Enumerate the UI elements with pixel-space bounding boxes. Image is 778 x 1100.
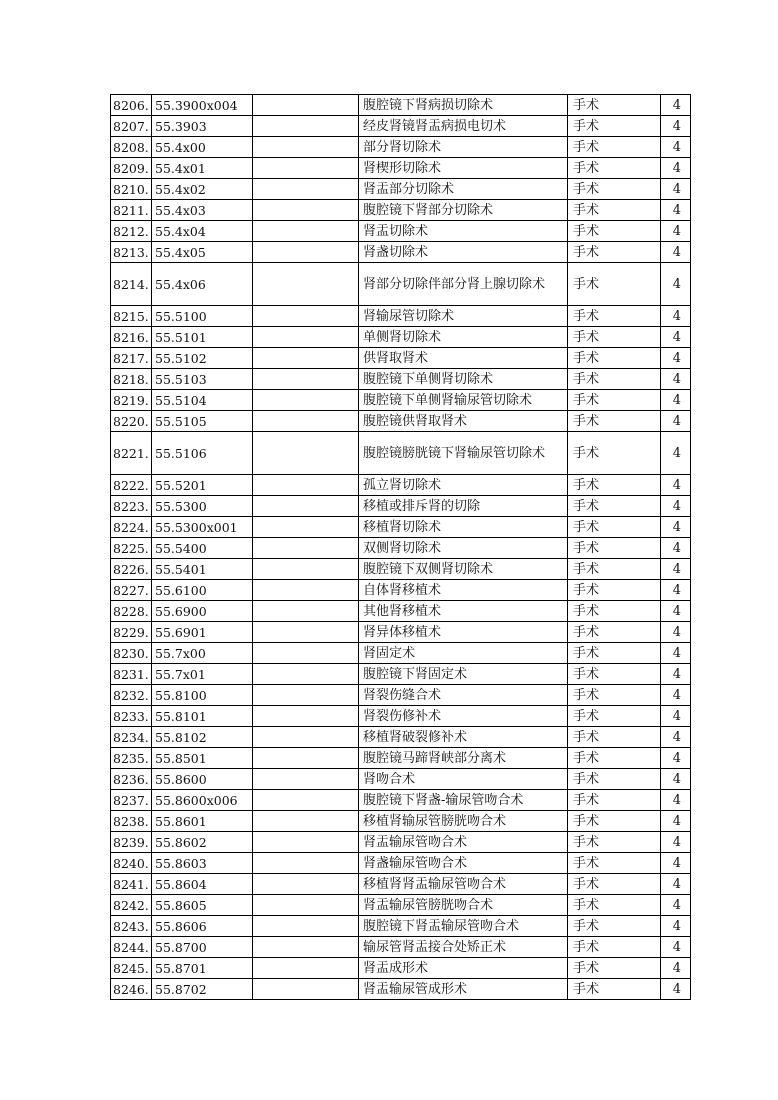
procedure-name-cell: 移植或排斥肾的切除 (359, 496, 568, 517)
procedure-type-cell: 手术 (568, 622, 661, 643)
procedure-name-cell: 肾盂输尿管吻合术 (359, 832, 568, 853)
procedure-name-cell: 肾盏切除术 (359, 242, 568, 263)
procedure-name-cell: 双侧肾切除术 (359, 538, 568, 559)
procedure-name-cell: 腹腔镜下肾盂输尿管吻合术 (359, 916, 568, 937)
table-row (111, 958, 691, 979)
table-row (111, 979, 691, 1000)
extra-code-cell (253, 958, 359, 979)
procedure-level-cell: 4 (661, 727, 691, 748)
procedure-table (110, 94, 691, 1000)
row-index-cell: 8227. (111, 580, 152, 601)
table-row (111, 390, 691, 411)
row-index-cell: 8243. (111, 916, 152, 937)
procedure-level-cell: 4 (661, 664, 691, 685)
extra-code-cell (253, 369, 359, 390)
procedure-level-cell: 4 (661, 242, 691, 263)
table-body (111, 95, 691, 1000)
extra-code-cell (253, 475, 359, 496)
table-row (111, 158, 691, 179)
extra-code-cell (253, 517, 359, 538)
procedure-level-cell: 4 (661, 979, 691, 1000)
procedure-name-cell: 其他肾移植术 (359, 601, 568, 622)
extra-code-cell (253, 643, 359, 664)
procedure-code-cell: 55.8606 (152, 916, 253, 937)
procedure-level-cell: 4 (661, 958, 691, 979)
procedure-code-cell: 55.3903 (152, 116, 253, 137)
procedure-type-cell: 手术 (568, 179, 661, 200)
procedure-name-cell: 肾盂切除术 (359, 221, 568, 242)
procedure-name-cell: 腹腔镜下肾盏-输尿管吻合术 (359, 790, 568, 811)
row-index-cell: 8206. (111, 95, 152, 116)
table-row (111, 475, 691, 496)
row-index-cell: 8212. (111, 221, 152, 242)
row-index-cell: 8237. (111, 790, 152, 811)
procedure-type-cell: 手术 (568, 475, 661, 496)
row-index-cell: 8215. (111, 306, 152, 327)
procedure-level-cell: 4 (661, 475, 691, 496)
procedure-code-cell: 55.6900 (152, 601, 253, 622)
procedure-name-cell: 腹腔镜下肾固定术 (359, 664, 568, 685)
procedure-code-cell: 55.8601 (152, 811, 253, 832)
procedure-level-cell: 4 (661, 706, 691, 727)
procedure-code-cell: 55.5102 (152, 348, 253, 369)
row-index-cell: 8213. (111, 242, 152, 263)
extra-code-cell (253, 853, 359, 874)
row-index-cell: 8216. (111, 327, 152, 348)
procedure-name-cell: 肾盂成形术 (359, 958, 568, 979)
procedure-code-cell: 55.8600 (152, 769, 253, 790)
procedure-name-cell: 单侧肾切除术 (359, 327, 568, 348)
table-row (111, 706, 691, 727)
procedure-type-cell: 手术 (568, 517, 661, 538)
procedure-level-cell: 4 (661, 580, 691, 601)
procedure-level-cell: 4 (661, 411, 691, 432)
procedure-level-cell: 4 (661, 221, 691, 242)
extra-code-cell (253, 327, 359, 348)
procedure-level-cell: 4 (661, 179, 691, 200)
extra-code-cell (253, 895, 359, 916)
procedure-code-cell: 55.6901 (152, 622, 253, 643)
table-row (111, 748, 691, 769)
extra-code-cell (253, 496, 359, 517)
row-index-cell: 8223. (111, 496, 152, 517)
procedure-level-cell: 4 (661, 116, 691, 137)
table-row (111, 811, 691, 832)
extra-code-cell (253, 706, 359, 727)
table-row (111, 137, 691, 158)
procedure-level-cell: 4 (661, 200, 691, 221)
table-row (111, 916, 691, 937)
procedure-code-cell: 55.5400 (152, 538, 253, 559)
procedure-level-cell: 4 (661, 559, 691, 580)
procedure-type-cell: 手术 (568, 601, 661, 622)
procedure-type-cell: 手术 (568, 242, 661, 263)
procedure-level-cell: 4 (661, 622, 691, 643)
row-index-cell: 8214. (111, 263, 152, 306)
procedure-code-cell: 55.5106 (152, 432, 253, 475)
procedure-name-cell: 腹腔镜下肾病损切除术 (359, 95, 568, 116)
procedure-name-cell: 移植肾肾盂输尿管吻合术 (359, 874, 568, 895)
row-index-cell: 8245. (111, 958, 152, 979)
procedure-type-cell: 手术 (568, 643, 661, 664)
table-row (111, 643, 691, 664)
procedure-name-cell: 移植肾切除术 (359, 517, 568, 538)
extra-code-cell (253, 979, 359, 1000)
procedure-name-cell: 肾盏输尿管吻合术 (359, 853, 568, 874)
procedure-type-cell: 手术 (568, 200, 661, 221)
procedure-type-cell: 手术 (568, 95, 661, 116)
extra-code-cell (253, 221, 359, 242)
table-row (111, 432, 691, 475)
row-index-cell: 8241. (111, 874, 152, 895)
table-row (111, 306, 691, 327)
procedure-code-cell: 55.5300x001 (152, 517, 253, 538)
procedure-code-cell: 55.5201 (152, 475, 253, 496)
procedure-type-cell: 手术 (568, 137, 661, 158)
procedure-name-cell: 肾盂部分切除术 (359, 179, 568, 200)
row-index-cell: 8208. (111, 137, 152, 158)
procedure-type-cell: 手术 (568, 811, 661, 832)
procedure-level-cell: 4 (661, 137, 691, 158)
procedure-type-cell: 手术 (568, 580, 661, 601)
procedure-code-cell: 55.5105 (152, 411, 253, 432)
procedure-level-cell: 4 (661, 158, 691, 179)
extra-code-cell (253, 390, 359, 411)
procedure-type-cell: 手术 (568, 411, 661, 432)
extra-code-cell (253, 664, 359, 685)
procedure-code-cell: 55.4x02 (152, 179, 253, 200)
procedure-name-cell: 肾吻合术 (359, 769, 568, 790)
procedure-type-cell: 手术 (568, 769, 661, 790)
procedure-code-cell: 55.4x04 (152, 221, 253, 242)
extra-code-cell (253, 769, 359, 790)
procedure-level-cell: 4 (661, 390, 691, 411)
procedure-name-cell: 经皮肾镜肾盂病损电切术 (359, 116, 568, 137)
extra-code-cell (253, 832, 359, 853)
procedure-level-cell: 4 (661, 432, 691, 475)
table-row (111, 200, 691, 221)
procedure-code-cell: 55.6100 (152, 580, 253, 601)
procedure-type-cell: 手术 (568, 158, 661, 179)
procedure-type-cell: 手术 (568, 937, 661, 958)
procedure-type-cell: 手术 (568, 496, 661, 517)
extra-code-cell (253, 580, 359, 601)
procedure-level-cell: 4 (661, 601, 691, 622)
table-row (111, 559, 691, 580)
procedure-code-cell: 55.8100 (152, 685, 253, 706)
procedure-level-cell: 4 (661, 874, 691, 895)
table-row (111, 348, 691, 369)
extra-code-cell (253, 348, 359, 369)
extra-code-cell (253, 601, 359, 622)
procedure-type-cell: 手术 (568, 432, 661, 475)
procedure-name-cell: 肾部分切除伴部分肾上腺切除术 (359, 263, 568, 306)
procedure-code-cell: 55.5300 (152, 496, 253, 517)
table-row (111, 601, 691, 622)
extra-code-cell (253, 685, 359, 706)
procedure-name-cell: 肾异体移植术 (359, 622, 568, 643)
row-index-cell: 8225. (111, 538, 152, 559)
procedure-type-cell: 手术 (568, 727, 661, 748)
table-row (111, 517, 691, 538)
procedure-name-cell: 腹腔镜膀胱镜下肾输尿管切除术 (359, 432, 568, 475)
table-row (111, 622, 691, 643)
procedure-type-cell: 手术 (568, 221, 661, 242)
table-row (111, 538, 691, 559)
table-row (111, 221, 691, 242)
row-index-cell: 8220. (111, 411, 152, 432)
row-index-cell: 8217. (111, 348, 152, 369)
row-index-cell: 8211. (111, 200, 152, 221)
procedure-name-cell: 肾裂伤修补术 (359, 706, 568, 727)
table-row (111, 853, 691, 874)
table-row (111, 769, 691, 790)
table-row (111, 895, 691, 916)
procedure-code-cell: 55.4x01 (152, 158, 253, 179)
procedure-code-cell: 55.5104 (152, 390, 253, 411)
table-row (111, 327, 691, 348)
extra-code-cell (253, 790, 359, 811)
procedure-code-cell: 55.3900x004 (152, 95, 253, 116)
procedure-level-cell: 4 (661, 895, 691, 916)
procedure-name-cell: 腹腔镜供肾取肾术 (359, 411, 568, 432)
row-index-cell: 8233. (111, 706, 152, 727)
procedure-level-cell: 4 (661, 853, 691, 874)
row-index-cell: 8224. (111, 517, 152, 538)
table-row (111, 496, 691, 517)
procedure-level-cell: 4 (661, 811, 691, 832)
procedure-level-cell: 4 (661, 306, 691, 327)
procedure-code-cell: 55.5101 (152, 327, 253, 348)
procedure-level-cell: 4 (661, 916, 691, 937)
procedure-level-cell: 4 (661, 769, 691, 790)
procedure-level-cell: 4 (661, 643, 691, 664)
row-index-cell: 8242. (111, 895, 152, 916)
procedure-type-cell: 手术 (568, 327, 661, 348)
row-index-cell: 8235. (111, 748, 152, 769)
procedure-code-cell: 55.5401 (152, 559, 253, 580)
procedure-level-cell: 4 (661, 832, 691, 853)
table-row (111, 411, 691, 432)
procedure-name-cell: 供肾取肾术 (359, 348, 568, 369)
procedure-type-cell: 手术 (568, 685, 661, 706)
extra-code-cell (253, 874, 359, 895)
table-row (111, 369, 691, 390)
procedure-name-cell: 肾输尿管切除术 (359, 306, 568, 327)
row-index-cell: 8229. (111, 622, 152, 643)
procedure-code-cell: 55.7x01 (152, 664, 253, 685)
extra-code-cell (253, 559, 359, 580)
procedure-code-cell: 55.7x00 (152, 643, 253, 664)
row-index-cell: 8232. (111, 685, 152, 706)
extra-code-cell (253, 622, 359, 643)
procedure-level-cell: 4 (661, 369, 691, 390)
procedure-type-cell: 手术 (568, 390, 661, 411)
procedure-name-cell: 腹腔镜下单侧肾切除术 (359, 369, 568, 390)
procedure-code-cell: 55.8605 (152, 895, 253, 916)
procedure-level-cell: 4 (661, 748, 691, 769)
row-index-cell: 8228. (111, 601, 152, 622)
procedure-name-cell: 肾裂伤缝合术 (359, 685, 568, 706)
extra-code-cell (253, 116, 359, 137)
procedure-level-cell: 4 (661, 538, 691, 559)
table-row (111, 116, 691, 137)
procedure-code-cell: 55.4x05 (152, 242, 253, 263)
procedure-name-cell: 肾盂输尿管成形术 (359, 979, 568, 1000)
procedure-code-cell: 55.4x00 (152, 137, 253, 158)
row-index-cell: 8240. (111, 853, 152, 874)
extra-code-cell (253, 263, 359, 306)
procedure-code-cell: 55.5103 (152, 369, 253, 390)
table-row (111, 179, 691, 200)
procedure-code-cell: 55.5100 (152, 306, 253, 327)
procedure-level-cell: 4 (661, 937, 691, 958)
procedure-type-cell: 手术 (568, 706, 661, 727)
procedure-code-cell: 55.8700 (152, 937, 253, 958)
table-row (111, 832, 691, 853)
procedure-level-cell: 4 (661, 327, 691, 348)
procedure-type-cell: 手术 (568, 832, 661, 853)
procedure-level-cell: 4 (661, 348, 691, 369)
procedure-level-cell: 4 (661, 95, 691, 116)
procedure-code-cell: 55.8604 (152, 874, 253, 895)
procedure-type-cell: 手术 (568, 116, 661, 137)
row-index-cell: 8218. (111, 369, 152, 390)
procedure-code-cell: 55.8603 (152, 853, 253, 874)
extra-code-cell (253, 411, 359, 432)
row-index-cell: 8234. (111, 727, 152, 748)
table-row (111, 263, 691, 306)
table-row (111, 874, 691, 895)
row-index-cell: 8236. (111, 769, 152, 790)
procedure-name-cell: 部分肾切除术 (359, 137, 568, 158)
procedure-level-cell: 4 (661, 790, 691, 811)
procedure-type-cell: 手术 (568, 263, 661, 306)
procedure-name-cell: 腹腔镜马蹄肾峡部分离术 (359, 748, 568, 769)
procedure-name-cell: 移植肾破裂修补术 (359, 727, 568, 748)
table-row (111, 790, 691, 811)
row-index-cell: 8238. (111, 811, 152, 832)
procedure-code-cell: 55.4x03 (152, 200, 253, 221)
extra-code-cell (253, 242, 359, 263)
row-index-cell: 8207. (111, 116, 152, 137)
extra-code-cell (253, 937, 359, 958)
row-index-cell: 8231. (111, 664, 152, 685)
procedure-type-cell: 手术 (568, 306, 661, 327)
procedure-type-cell: 手术 (568, 790, 661, 811)
extra-code-cell (253, 811, 359, 832)
table-row (111, 242, 691, 263)
procedure-name-cell: 肾固定术 (359, 643, 568, 664)
procedure-name-cell: 自体肾移植术 (359, 580, 568, 601)
table-row (111, 685, 691, 706)
row-index-cell: 8244. (111, 937, 152, 958)
procedure-name-cell: 肾盂输尿管膀胱吻合术 (359, 895, 568, 916)
table-row (111, 664, 691, 685)
procedure-code-cell: 55.8101 (152, 706, 253, 727)
procedure-level-cell: 4 (661, 496, 691, 517)
table-row (111, 727, 691, 748)
procedure-name-cell: 孤立肾切除术 (359, 475, 568, 496)
extra-code-cell (253, 538, 359, 559)
row-index-cell: 8226. (111, 559, 152, 580)
extra-code-cell (253, 137, 359, 158)
procedure-type-cell: 手术 (568, 748, 661, 769)
procedure-name-cell: 移植肾输尿管膀胱吻合术 (359, 811, 568, 832)
row-index-cell: 8219. (111, 390, 152, 411)
extra-code-cell (253, 95, 359, 116)
procedure-type-cell: 手术 (568, 979, 661, 1000)
extra-code-cell (253, 916, 359, 937)
procedure-name-cell: 腹腔镜下肾部分切除术 (359, 200, 568, 221)
table-row (111, 580, 691, 601)
procedure-type-cell: 手术 (568, 874, 661, 895)
table-row (111, 937, 691, 958)
procedure-code-cell: 55.8600x006 (152, 790, 253, 811)
row-index-cell: 8230. (111, 643, 152, 664)
extra-code-cell (253, 748, 359, 769)
procedure-type-cell: 手术 (568, 895, 661, 916)
row-index-cell: 8210. (111, 179, 152, 200)
procedure-type-cell: 手术 (568, 916, 661, 937)
table-row (111, 95, 691, 116)
row-index-cell: 8221. (111, 432, 152, 475)
extra-code-cell (253, 306, 359, 327)
extra-code-cell (253, 727, 359, 748)
extra-code-cell (253, 158, 359, 179)
row-index-cell: 8209. (111, 158, 152, 179)
procedure-type-cell: 手术 (568, 853, 661, 874)
procedure-code-cell: 55.4x06 (152, 263, 253, 306)
procedure-code-cell: 55.8102 (152, 727, 253, 748)
procedure-type-cell: 手术 (568, 559, 661, 580)
procedure-name-cell: 腹腔镜下单侧肾输尿管切除术 (359, 390, 568, 411)
procedure-code-cell: 55.8701 (152, 958, 253, 979)
row-index-cell: 8239. (111, 832, 152, 853)
extra-code-cell (253, 200, 359, 221)
procedure-type-cell: 手术 (568, 538, 661, 559)
procedure-type-cell: 手术 (568, 348, 661, 369)
row-index-cell: 8246. (111, 979, 152, 1000)
procedure-type-cell: 手术 (568, 369, 661, 390)
row-index-cell: 8222. (111, 475, 152, 496)
extra-code-cell (253, 432, 359, 475)
procedure-type-cell: 手术 (568, 958, 661, 979)
procedure-code-cell: 55.8501 (152, 748, 253, 769)
procedure-name-cell: 输尿管肾盂接合处矫正术 (359, 937, 568, 958)
extra-code-cell (253, 179, 359, 200)
procedure-code-cell: 55.8702 (152, 979, 253, 1000)
procedure-level-cell: 4 (661, 263, 691, 306)
procedure-level-cell: 4 (661, 517, 691, 538)
procedure-code-cell: 55.8602 (152, 832, 253, 853)
procedure-name-cell: 肾楔形切除术 (359, 158, 568, 179)
procedure-type-cell: 手术 (568, 664, 661, 685)
procedure-name-cell: 腹腔镜下双侧肾切除术 (359, 559, 568, 580)
procedure-level-cell: 4 (661, 685, 691, 706)
